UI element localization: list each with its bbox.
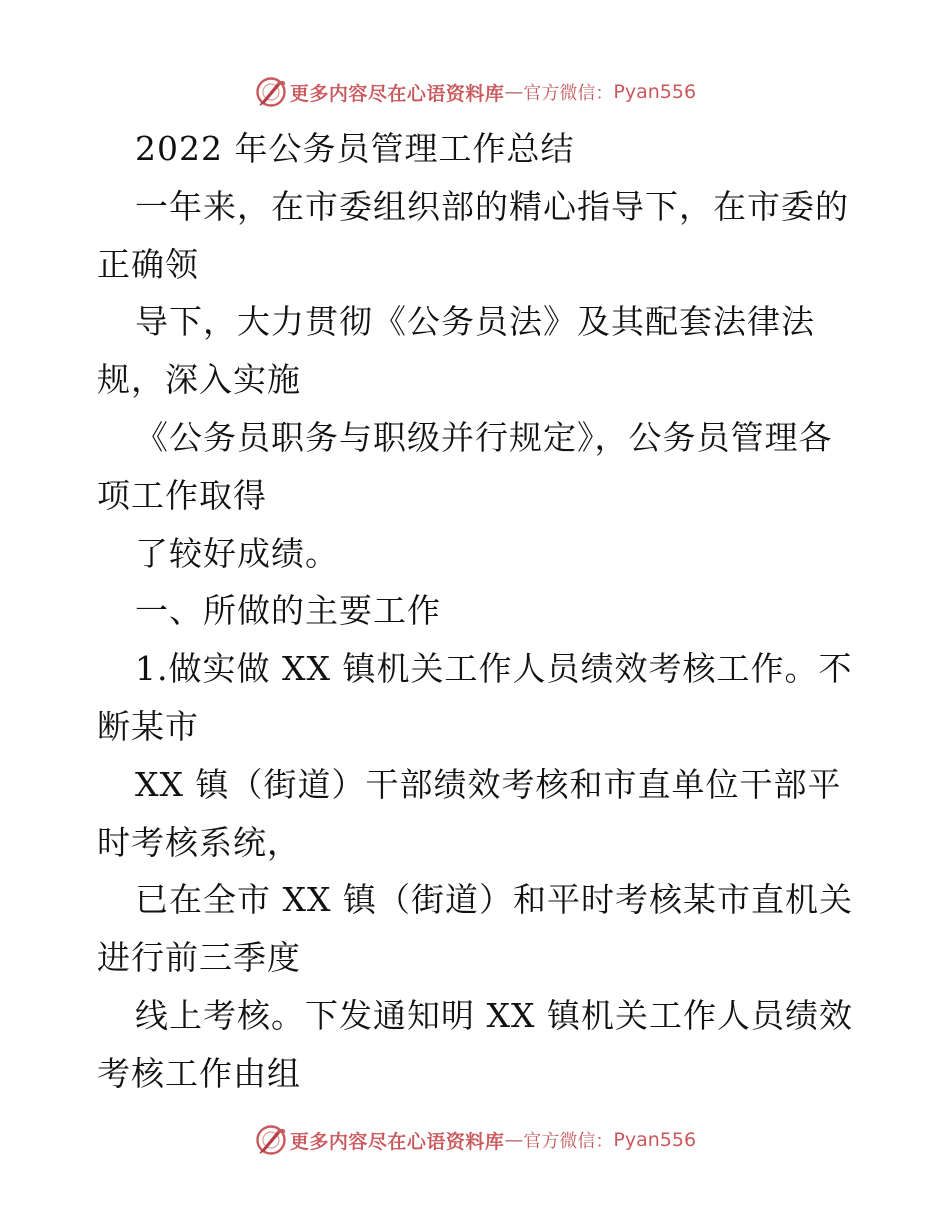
banner-main-text: 更多内容尽在心语资料库 [289, 82, 505, 105]
banner-wechat-label: 官方微信： [523, 1131, 614, 1152]
quill-pen-logo-icon [254, 1123, 288, 1157]
text-line: 进行前三季度 [97, 938, 301, 978]
banner-wechat-id: Pyan556 [613, 81, 697, 103]
text-line: 《公务员职务与职级并行规定》，公务员管理各 [135, 417, 833, 457]
banner-dash: — [504, 81, 524, 103]
text-line: 线上考核。下发通知明 XX 镇机关工作人员绩效 [135, 995, 853, 1035]
footer-banner [0, 1120, 950, 1160]
header-banner [0, 72, 950, 112]
text-line: 导下，大力贯彻《公务员法》及其配套法律法 [135, 302, 815, 342]
text-line: 一年来，在市委组织部的精心指导下，在市委的 [135, 186, 849, 226]
text-line: 断某市 [97, 706, 199, 746]
section-heading: 一、所做的主要工作 [135, 591, 441, 631]
text-line: 正确领 [97, 244, 199, 284]
document-body [97, 120, 857, 1103]
text-line: XX 镇（街道）干部绩效考核和市直单位干部平 [135, 764, 842, 804]
text-line: 1.做实做 XX 镇机关工作人员绩效考核工作。不 [135, 649, 853, 689]
text-line: 已在全市 XX 镇（街道）和平时考核某市直机关 [135, 880, 853, 920]
text-line: 了较好成绩。 [135, 533, 339, 573]
document-title: 2022 年公务员管理工作总结 [135, 129, 575, 168]
banner-wechat-label: 官方微信： [523, 83, 614, 104]
text-line: 规，深入实施 [97, 360, 301, 400]
banner-main-text: 更多内容尽在心语资料库 [289, 1130, 505, 1153]
text-line: 时考核系统， [97, 822, 301, 862]
quill-pen-logo-icon [254, 75, 288, 109]
banner-dash: — [504, 1129, 524, 1151]
banner-wechat-id: Pyan556 [613, 1129, 697, 1151]
text-line: 项工作取得 [97, 475, 267, 515]
text-line: 考核工作由组 [97, 1053, 301, 1093]
